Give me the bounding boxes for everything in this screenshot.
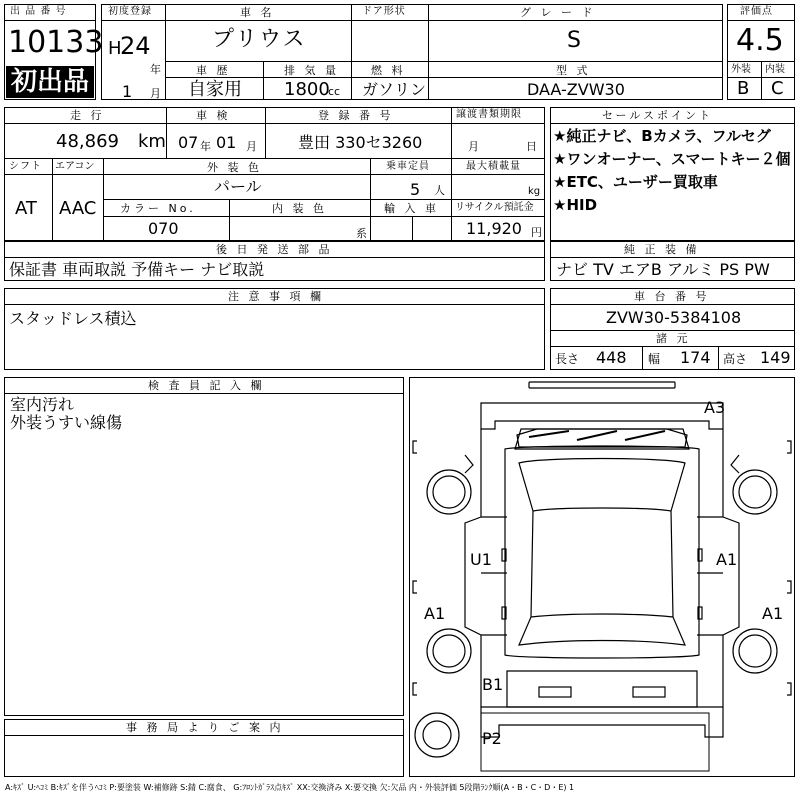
interior-grade: C [771,78,784,99]
sales-point-3: ★ETC、ユーザー買取車 [553,173,718,191]
color-no-label: カラー No. [120,202,196,215]
mark-top-right: A3 [704,398,726,417]
inspector-note-2: 外装うすい線傷 [10,413,123,432]
genuine-equipment-label: 純 正 装 備 [624,243,700,256]
transfer-month-unit: 月 [468,140,479,153]
inspection-month: 01 [216,133,237,152]
chassis-no-label: 車 台 番 号 [634,290,710,303]
inspector-notes-label: 検 査 員 記 入 欄 [148,379,265,392]
later-parts-value: 保証書 車両取説 予備キー ナビ取説 [9,260,265,279]
later-parts-label: 後 日 発 送 部 品 [216,243,333,256]
office-notice-label: 事 務 局 よ り ご 案 内 [126,721,284,734]
first-listing-badge: 初出品 [6,66,94,98]
length-label: 長さ [555,352,580,366]
roof-inner [519,459,685,512]
score-value: 4.5 [736,23,784,58]
fuel-value: ガソリン [362,80,427,99]
rear-window [519,614,685,645]
left-door-line [481,517,507,635]
rear-plate [539,687,571,697]
registration-month: 1 [122,82,133,101]
mark-right-upper: A1 [716,550,738,569]
lot-number-label: 出 品 番 号 [10,6,67,17]
length-value: 448 [596,348,627,367]
history-label: 車 歴 [196,64,231,77]
score-label: 評価点 [740,6,773,17]
model-type-label: 型 式 [556,64,591,77]
car-diagram [409,377,795,777]
shift-value: AT [15,198,37,219]
interior-label: 内装 [765,64,785,75]
exterior-color-label: 外 装 色 [207,161,262,174]
shift-label: シフト [9,161,42,172]
capacity-unit: 人 [434,184,445,197]
aircon-label: エアコン [55,161,95,172]
legend-text: A:ｷｽﾞ U:ﾍｺﾐ B:ｷｽﾞを伴うﾍｺﾐ P:要塗装 W:補修跡 S:錆 C:腐食、 G:ﾌﾛﾝﾄｶﾞﾗｽ点ｷｽﾞ XX:交換済み X:要交換 欠:欠品 内・外装評価 5段階ﾗﾝｸ順(A・B・C・D・E) 1 [5,783,575,792]
mark-right-lower: A1 [762,604,784,623]
door-type-label: ドア形状 [362,6,406,17]
max-load-label: 最大積載量 [466,161,521,172]
rear-plate-2 [633,687,665,697]
sales-point-4: ★HID [553,196,598,214]
mileage-label: 走 行 [70,109,105,122]
front-bumper [481,403,723,429]
lot-number: 10133 [8,25,104,60]
grade-value: S [567,28,581,53]
sales-points-label: セールスポイント [602,109,714,122]
interior-color-label: 内 装 色 [272,202,327,215]
registration-year-unit: 年 [150,63,161,76]
windshield-detail [529,431,665,440]
aircon-value: AAC [59,198,97,219]
displacement-unit: cc [328,85,341,98]
brackets-left [413,441,417,695]
car-name: プリウス [212,27,307,52]
capacity-value: 5 [410,180,421,199]
grade-label: グ レ ー ド [520,6,596,19]
right-handle-1 [698,549,702,561]
wheel-rear-right-inner [739,635,771,667]
import-car-label: 輸 入 車 [384,202,439,215]
height-value: 149 [760,348,791,367]
rear-bumper [507,671,697,707]
inspection-year-unit: 年 [200,140,211,153]
right-door-line [697,517,723,635]
sales-point-2: ★ワンオーナー、スマートキー２個 [553,150,791,168]
spare-wheel [415,713,459,757]
roof-outline [505,446,699,658]
inspection-label: 車 検 [196,109,231,122]
cabin [531,511,673,617]
brackets-right [787,441,791,695]
inspection-month-unit: 月 [246,140,257,153]
wheel-front-left [427,470,471,514]
registration-month-unit: 月 [150,87,161,100]
recycle-fee-unit: 円 [531,226,542,239]
first-registration-label: 初度登録 [108,6,152,17]
displacement-value: 1800 [284,79,330,100]
wheel-rear-left-inner [433,635,465,667]
history-value: 自家用 [188,79,242,100]
wheel-front-left-inner [433,476,465,508]
spare-area [481,713,709,771]
mileage-value: 48,869 [56,131,119,152]
width-value: 174 [680,348,711,367]
width-label: 幅 [648,352,661,366]
exterior-color-value: パール [214,177,262,196]
interior-color-unit: 系 [356,227,367,240]
chassis-no-value: ZVW30-5384108 [606,308,742,327]
sales-point-1: ★純正ナビ、Bカメラ、フルセグ [553,127,771,145]
left-mirror [465,455,739,473]
wheel-front-right-inner [739,476,771,508]
exterior-grade: B [737,78,750,99]
height-label: 高さ [723,352,748,366]
displacement-label: 排 気 量 [284,64,339,77]
notes-label: 注 意 事 項 欄 [228,290,324,303]
front-bumper-top [529,382,675,388]
recycle-fee-label: リサイクル預託金 [455,202,534,213]
right-handle-2 [698,607,702,619]
genuine-equipment-value: ナビ TV エアB アルミ PS PW [556,260,770,279]
color-no-value: 070 [148,219,179,238]
inspection-year: 07 [178,133,199,152]
model-type-value: DAA-ZVW30 [527,80,625,99]
dimensions-label: 諸 元 [656,332,691,345]
era-prefix: H [108,38,122,59]
car-name-label: 車 名 [240,6,275,19]
exterior-label: 外装 [731,64,751,75]
notes-value: スタッドレス積込 [9,309,137,328]
mark-rear-left: B1 [482,675,504,694]
max-load-unit: kg [528,186,541,197]
inspector-note-1: 室内汚れ [10,395,75,414]
mileage-unit: km [138,131,166,152]
transfer-deadline-label: 譲渡書類期限 [456,109,522,120]
registration-no-value: 豊田 330セ3260 [298,133,423,152]
capacity-label: 乗車定員 [386,161,430,172]
mark-left-lower: A1 [424,604,446,623]
fuel-label: 燃 料 [371,64,406,77]
mark-left-upper: U1 [470,550,492,569]
registration-no-label: 登 録 番 号 [318,109,394,122]
recycle-fee-value: 11,920 [466,219,522,238]
trunk [481,707,723,737]
transfer-day-unit: 日 [526,140,537,153]
registration-year: 24 [120,32,151,60]
spare-wheel-inner [423,721,451,749]
mark-spare: P2 [482,729,502,748]
